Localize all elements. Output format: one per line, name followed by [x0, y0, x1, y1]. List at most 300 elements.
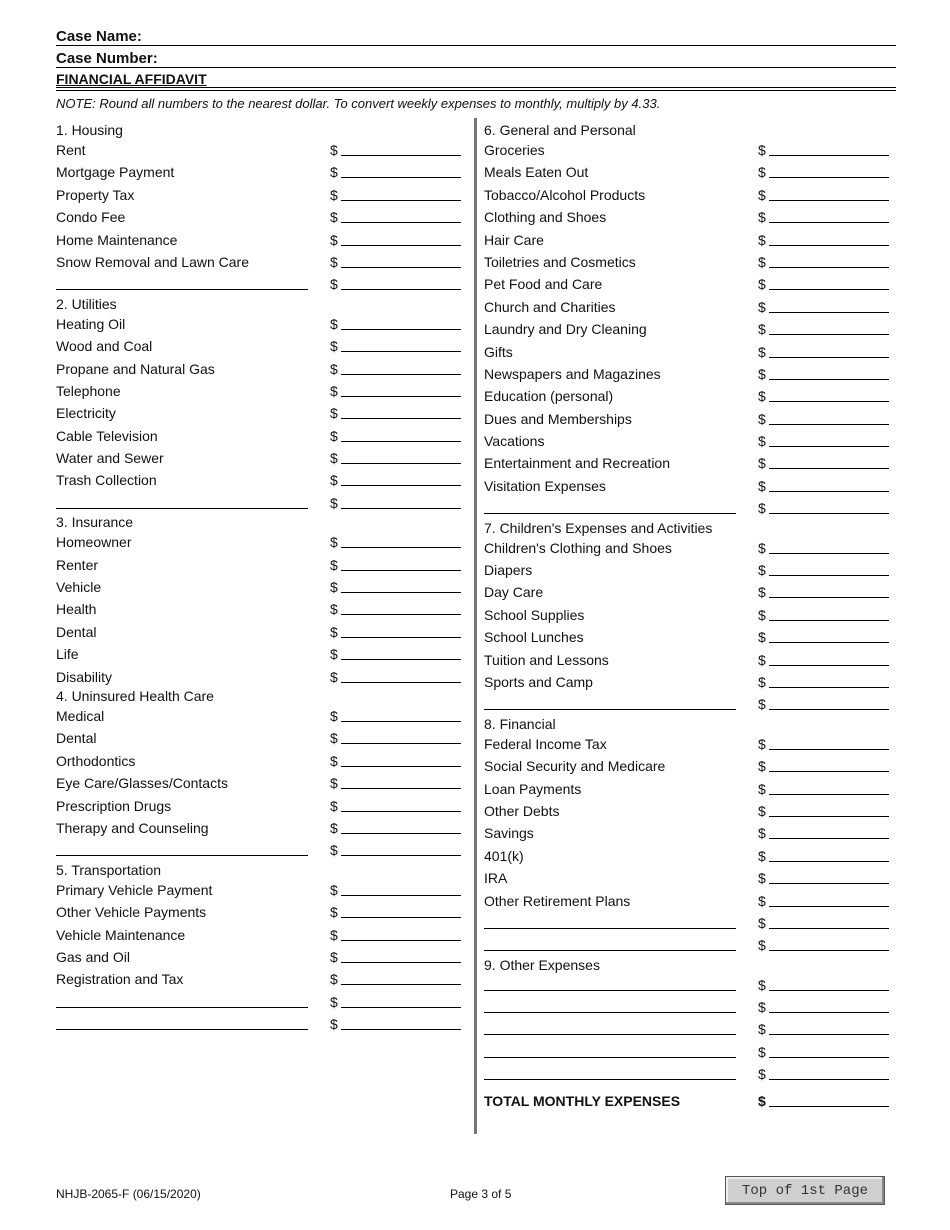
- total-amount-field[interactable]: [769, 1106, 889, 1107]
- other-expense-name-field[interactable]: [484, 513, 736, 514]
- expense-row-tobacco-alcohol-products: [484, 184, 766, 206]
- expense-label: Eye Care/Glasses/Contacts: [56, 775, 228, 792]
- expense-row-trash-collection: [56, 469, 338, 491]
- dollar-sign: $: [330, 186, 338, 203]
- expense-row-other-vehicle-payments: [56, 901, 338, 923]
- expense-label: Life: [56, 646, 79, 663]
- amount-field[interactable]: [341, 222, 461, 223]
- expense-label: Vehicle: [56, 579, 102, 596]
- section-4-uninsured-health-care: [56, 687, 338, 862]
- dollar-sign: $: [758, 937, 766, 954]
- section-7-children-s-expenses-and-activities: [484, 519, 766, 716]
- amount-field[interactable]: [341, 289, 461, 290]
- dollar-sign: $: [330, 360, 338, 377]
- amount-field[interactable]: [769, 749, 889, 750]
- dollar-sign: $: [758, 1092, 766, 1109]
- other-expense-name-field[interactable]: [484, 1012, 736, 1013]
- expense-label: Disability: [56, 668, 113, 685]
- amount-field[interactable]: [769, 620, 889, 621]
- amount-field[interactable]: [769, 928, 889, 929]
- expense-row-day-care: [484, 581, 766, 603]
- expense-row-401-k: [484, 845, 766, 867]
- expense-row-rent: [56, 139, 338, 161]
- dollar-sign: $: [758, 253, 766, 270]
- amount-field[interactable]: [769, 289, 889, 290]
- other-expense-name-field[interactable]: [484, 1057, 736, 1058]
- amount-field[interactable]: [341, 441, 461, 442]
- dollar-sign: $: [758, 276, 766, 293]
- expense-row-other-retirement-plans: [484, 890, 766, 912]
- other-expense-name-field[interactable]: [484, 1079, 736, 1080]
- expense-row-property-tax: [56, 184, 338, 206]
- dollar-sign: $: [758, 825, 766, 842]
- expense-row-education-personal: [484, 385, 766, 407]
- dollar-sign: $: [758, 562, 766, 579]
- dollar-sign: $: [330, 315, 338, 332]
- title-rule-double: [56, 90, 896, 91]
- dollar-sign: $: [758, 758, 766, 775]
- dollar-sign: $: [330, 534, 338, 551]
- amount-field[interactable]: [341, 177, 461, 178]
- section-9-other-expenses: [484, 956, 766, 1086]
- expense-label: Property Tax: [56, 186, 135, 203]
- dollar-sign: $: [330, 142, 338, 158]
- expense-row-other: [56, 492, 338, 514]
- amount-field[interactable]: [341, 374, 461, 375]
- expense-row-school-supplies: [484, 604, 766, 626]
- amount-field[interactable]: [341, 766, 461, 767]
- expense-label: Meals Eaten Out: [484, 164, 589, 181]
- expense-label: Rent: [56, 142, 86, 158]
- amount-field[interactable]: [341, 637, 461, 638]
- amount-field[interactable]: [769, 513, 889, 514]
- section-title: 4. Uninsured Health Care: [56, 687, 214, 704]
- amount-field[interactable]: [769, 665, 889, 666]
- expense-row-registration-and-tax: [56, 968, 338, 990]
- amount-field[interactable]: [341, 984, 461, 985]
- dollar-sign: $: [758, 976, 766, 993]
- expense-row-disability: [56, 666, 338, 688]
- other-expense-name-field[interactable]: [484, 709, 736, 710]
- dollar-sign: $: [330, 971, 338, 988]
- dollar-sign: $: [330, 601, 338, 618]
- dollar-sign: $: [758, 410, 766, 427]
- dollar-sign: $: [758, 321, 766, 338]
- expense-label: Hair Care: [484, 231, 544, 248]
- dollar-sign: $: [758, 606, 766, 623]
- expense-row-medical: [56, 705, 338, 727]
- expense-label: Medical: [56, 707, 105, 724]
- expense-label: Renter: [56, 556, 99, 573]
- amount-field[interactable]: [769, 491, 889, 492]
- section-title: 6. General and Personal: [484, 122, 636, 138]
- amount-field[interactable]: [341, 743, 461, 744]
- section-title: 1. Housing: [56, 122, 123, 138]
- expense-row-other: [56, 839, 338, 861]
- expense-label: Loan Payments: [484, 780, 582, 797]
- expense-label: Gas and Oil: [56, 948, 130, 965]
- expense-label: Homeowner: [56, 534, 132, 551]
- expense-row-cable-television: [56, 425, 338, 447]
- expense-row-other: [484, 1063, 766, 1085]
- amount-field[interactable]: [341, 547, 461, 548]
- dollar-sign: $: [758, 231, 766, 248]
- expense-row-other: [484, 912, 766, 934]
- amount-field[interactable]: [769, 861, 889, 862]
- amount-field[interactable]: [769, 245, 889, 246]
- expense-row-therapy-and-counseling: [56, 817, 338, 839]
- dollar-sign: $: [330, 494, 338, 511]
- other-expense-name-field[interactable]: [56, 1029, 308, 1030]
- expense-row-gifts: [484, 341, 766, 363]
- amount-field[interactable]: [769, 267, 889, 268]
- expense-row-newspapers-and-magazines: [484, 363, 766, 385]
- amount-field[interactable]: [769, 906, 889, 907]
- amount-field[interactable]: [341, 682, 461, 683]
- expense-row-prescription-drugs: [56, 795, 338, 817]
- other-expense-name-field[interactable]: [484, 928, 736, 929]
- expense-label: Condo Fee: [56, 209, 126, 226]
- column-divider: [474, 118, 477, 1134]
- amount-field[interactable]: [341, 1007, 461, 1008]
- amount-field[interactable]: [769, 222, 889, 223]
- section-1-housing: [56, 122, 338, 296]
- dollar-sign: $: [330, 819, 338, 836]
- amount-field[interactable]: [769, 401, 889, 402]
- dollar-sign: $: [758, 433, 766, 450]
- dollar-sign: $: [330, 926, 338, 943]
- dollar-sign: $: [330, 276, 338, 293]
- page-number: Page 3 of 5: [450, 1187, 512, 1201]
- amount-field[interactable]: [341, 811, 461, 812]
- expense-row-dues-and-memberships: [484, 408, 766, 430]
- expense-row-mortgage-payment: [56, 161, 338, 183]
- dollar-sign: $: [330, 623, 338, 640]
- expense-row-homeowner: [56, 531, 338, 553]
- other-expense-name-field[interactable]: [56, 289, 308, 290]
- expense-label: Newspapers and Magazines: [484, 365, 661, 382]
- expense-label: Toiletries and Cosmetics: [484, 253, 636, 270]
- expense-row-entertainment-and-recreation: [484, 452, 766, 474]
- expense-label: Dental: [56, 623, 97, 640]
- case-name-field[interactable]: [56, 45, 896, 46]
- dollar-sign: $: [758, 802, 766, 819]
- top-of-first-page-button[interactable]: Top of 1st Page: [725, 1176, 885, 1205]
- section-8-financial: [484, 715, 766, 957]
- section-2-utilities: [56, 295, 338, 515]
- amount-field[interactable]: [769, 357, 889, 358]
- amount-field[interactable]: [769, 950, 889, 951]
- expense-row-snow-removal-and-lawn-care: [56, 251, 338, 273]
- expense-row-electricity: [56, 402, 338, 424]
- amount-field[interactable]: [341, 895, 461, 896]
- rounding-note: NOTE: Round all numbers to the nearest dollar. To convert weekly expenses to monthly, multiply by 4.33.: [56, 96, 661, 111]
- expense-row-loan-payments: [484, 778, 766, 800]
- expense-label: Trash Collection: [56, 472, 157, 489]
- amount-field[interactable]: [769, 1079, 889, 1080]
- expense-label: Other Vehicle Payments: [56, 904, 207, 921]
- expense-row-church-and-charities: [484, 296, 766, 318]
- amount-field[interactable]: [341, 155, 461, 156]
- section-5-transportation: [56, 861, 338, 1036]
- expense-row-home-maintenance: [56, 229, 338, 251]
- amount-field[interactable]: [769, 642, 889, 643]
- amount-field[interactable]: [769, 709, 889, 710]
- amount-field[interactable]: [341, 659, 461, 660]
- amount-field[interactable]: [341, 508, 461, 509]
- expense-label: Propane and Natural Gas: [56, 360, 215, 377]
- dollar-sign: $: [758, 539, 766, 556]
- expense-row-hair-care: [484, 229, 766, 251]
- expense-label: Registration and Tax: [56, 971, 184, 988]
- expense-row-other: [484, 497, 766, 519]
- expense-row-other: [56, 273, 338, 295]
- expense-label: Savings: [484, 825, 534, 842]
- dollar-sign: $: [758, 914, 766, 931]
- amount-field[interactable]: [341, 200, 461, 201]
- expense-label: Diapers: [484, 562, 533, 579]
- amount-field[interactable]: [341, 485, 461, 486]
- amount-field[interactable]: [769, 177, 889, 178]
- expense-row-heating-oil: [56, 313, 338, 335]
- amount-field[interactable]: [769, 200, 889, 201]
- dollar-sign: $: [758, 343, 766, 360]
- amount-field[interactable]: [769, 155, 889, 156]
- expense-label: Entertainment and Recreation: [484, 455, 670, 472]
- amount-field[interactable]: [769, 794, 889, 795]
- case-name-label: Case Name:: [56, 28, 148, 45]
- dollar-sign: $: [330, 209, 338, 226]
- amount-field[interactable]: [769, 446, 889, 447]
- expense-row-other: [484, 974, 766, 996]
- dollar-sign: $: [330, 842, 338, 859]
- dollar-sign: $: [330, 472, 338, 489]
- amount-field[interactable]: [769, 553, 889, 554]
- amount-field[interactable]: [341, 351, 461, 352]
- dollar-sign: $: [758, 651, 766, 668]
- expense-label: Education (personal): [484, 388, 614, 405]
- expense-row-other: [484, 996, 766, 1018]
- expense-label: Other Debts: [484, 802, 560, 819]
- dollar-sign: $: [330, 405, 338, 422]
- expense-label: Snow Removal and Lawn Care: [56, 253, 249, 270]
- dollar-sign: $: [330, 1016, 338, 1033]
- expense-label: Other Retirement Plans: [484, 892, 631, 909]
- dollar-sign: $: [330, 881, 338, 898]
- expense-row-life: [56, 643, 338, 665]
- section-title: 7. Children's Expenses and Activities: [484, 519, 713, 536]
- expense-row-condo-fee: [56, 206, 338, 228]
- dollar-sign: $: [330, 164, 338, 181]
- amount-field[interactable]: [769, 379, 889, 380]
- expense-label: Cable Television: [56, 427, 158, 444]
- expense-row-savings: [484, 822, 766, 844]
- expense-row-other: [484, 1041, 766, 1063]
- amount-field[interactable]: [769, 468, 889, 469]
- amount-field[interactable]: [769, 990, 889, 991]
- amount-field[interactable]: [341, 833, 461, 834]
- amount-field[interactable]: [341, 418, 461, 419]
- form-id: NHJB-2065-F (06/15/2020): [56, 1187, 201, 1201]
- dollar-sign: $: [758, 209, 766, 226]
- expense-label: Mortgage Payment: [56, 164, 175, 181]
- dollar-sign: $: [758, 388, 766, 405]
- other-expense-name-field[interactable]: [56, 1007, 308, 1008]
- dollar-sign: $: [330, 668, 338, 685]
- dollar-sign: $: [758, 629, 766, 646]
- dollar-sign: $: [758, 1021, 766, 1038]
- other-expense-name-field[interactable]: [484, 1034, 736, 1035]
- amount-field[interactable]: [341, 788, 461, 789]
- amount-field[interactable]: [769, 883, 889, 884]
- dollar-sign: $: [758, 696, 766, 713]
- dollar-sign: $: [758, 1066, 766, 1083]
- expense-row-tuition-and-lessons: [484, 649, 766, 671]
- expense-row-other: [56, 991, 338, 1013]
- amount-field[interactable]: [341, 267, 461, 268]
- dollar-sign: $: [330, 993, 338, 1010]
- expense-row-propane-and-natural-gas: [56, 358, 338, 380]
- amount-field[interactable]: [341, 962, 461, 963]
- amount-field[interactable]: [769, 597, 889, 598]
- other-expense-name-field[interactable]: [484, 950, 736, 951]
- expense-row-eye-care-glasses-contacts: [56, 772, 338, 794]
- expense-label: School Supplies: [484, 606, 585, 623]
- expense-label: Water and Sewer: [56, 450, 164, 467]
- amount-field[interactable]: [341, 721, 461, 722]
- expense-row-federal-income-tax: [484, 733, 766, 755]
- expense-label: Electricity: [56, 405, 116, 422]
- amount-field[interactable]: [769, 771, 889, 772]
- dollar-sign: $: [758, 870, 766, 887]
- amount-field[interactable]: [769, 334, 889, 335]
- expense-label: Heating Oil: [56, 315, 126, 332]
- expense-label: Dues and Memberships: [484, 410, 632, 427]
- dollar-sign: $: [330, 253, 338, 270]
- expense-label: Vehicle Maintenance: [56, 926, 186, 943]
- dollar-sign: $: [758, 500, 766, 517]
- expense-label: Prescription Drugs: [56, 797, 172, 814]
- amount-field[interactable]: [769, 1034, 889, 1035]
- expense-label: Visitation Expenses: [484, 477, 606, 494]
- expense-label: Orthodontics: [56, 752, 136, 769]
- expense-row-other: [484, 693, 766, 715]
- expense-label: Wood and Coal: [56, 338, 153, 355]
- amount-field[interactable]: [341, 570, 461, 571]
- other-expense-name-field[interactable]: [56, 508, 308, 509]
- dollar-sign: $: [330, 904, 338, 921]
- left-column: [56, 122, 338, 1035]
- expense-row-children-s-clothing-and-shoes: [484, 537, 766, 559]
- dollar-sign: $: [758, 298, 766, 315]
- dollar-sign: $: [330, 231, 338, 248]
- expense-row-meals-eaten-out: [484, 161, 766, 183]
- expense-label: Tuition and Lessons: [484, 651, 609, 668]
- amount-field[interactable]: [769, 575, 889, 576]
- expense-label: IRA: [484, 870, 508, 887]
- section-title: 5. Transportation: [56, 861, 162, 878]
- expense-label: Federal Income Tax: [484, 735, 607, 752]
- amount-field[interactable]: [769, 838, 889, 839]
- expense-row-telephone: [56, 380, 338, 402]
- amount-field[interactable]: [769, 816, 889, 817]
- expense-row-other: [56, 1013, 338, 1035]
- other-expense-name-field[interactable]: [484, 990, 736, 991]
- amount-field[interactable]: [341, 329, 461, 330]
- total-label: TOTAL MONTHLY EXPENSES: [484, 1092, 681, 1109]
- title-line: [56, 68, 896, 90]
- dollar-sign: $: [330, 338, 338, 355]
- dollar-sign: $: [330, 752, 338, 769]
- amount-field[interactable]: [341, 917, 461, 918]
- expense-label: Home Maintenance: [56, 231, 178, 248]
- amount-field[interactable]: [341, 614, 461, 615]
- amount-field[interactable]: [341, 1029, 461, 1030]
- amount-field[interactable]: [341, 463, 461, 464]
- amount-field[interactable]: [341, 396, 461, 397]
- amount-field[interactable]: [341, 940, 461, 941]
- expense-label: Clothing and Shoes: [484, 209, 607, 226]
- dollar-sign: $: [758, 584, 766, 601]
- page-title: FINANCIAL AFFIDAVIT: [56, 71, 207, 87]
- expense-row-other: [484, 934, 766, 956]
- expense-label: Tobacco/Alcohol Products: [484, 186, 646, 203]
- dollar-sign: $: [330, 556, 338, 573]
- expense-label: Telephone: [56, 382, 121, 399]
- expense-label: Social Security and Medicare: [484, 758, 666, 775]
- dollar-sign: $: [758, 735, 766, 752]
- dollar-sign: $: [330, 382, 338, 399]
- section-3-insurance: [56, 514, 338, 688]
- total-monthly-expenses-row: [484, 1090, 766, 1112]
- expense-label: Sports and Camp: [484, 673, 593, 690]
- expense-label: Children's Clothing and Shoes: [484, 539, 672, 556]
- dollar-sign: $: [758, 365, 766, 382]
- amount-field[interactable]: [341, 855, 461, 856]
- expense-row-toiletries-and-cosmetics: [484, 251, 766, 273]
- expense-row-orthodontics: [56, 750, 338, 772]
- dollar-sign: $: [758, 455, 766, 472]
- section-title: 9. Other Expenses: [484, 956, 600, 973]
- expense-row-ira: [484, 867, 766, 889]
- amount-field[interactable]: [769, 1057, 889, 1058]
- expense-label: Laundry and Dry Cleaning: [484, 321, 647, 338]
- dollar-sign: $: [330, 427, 338, 444]
- dollar-sign: $: [758, 673, 766, 690]
- amount-field[interactable]: [769, 424, 889, 425]
- right-column: [484, 122, 766, 1112]
- amount-field[interactable]: [341, 245, 461, 246]
- amount-field[interactable]: [769, 687, 889, 688]
- expense-row-dental: [56, 621, 338, 643]
- section-title: 3. Insurance: [56, 514, 134, 531]
- other-expense-name-field[interactable]: [56, 855, 308, 856]
- expense-row-laundry-and-dry-cleaning: [484, 318, 766, 340]
- amount-field[interactable]: [341, 592, 461, 593]
- dollar-sign: $: [330, 707, 338, 724]
- expense-label: 401(k): [484, 847, 524, 864]
- amount-field[interactable]: [769, 312, 889, 313]
- amount-field[interactable]: [769, 1012, 889, 1013]
- expense-label: Health: [56, 601, 97, 618]
- expense-row-vacations: [484, 430, 766, 452]
- case-name-line: [56, 26, 896, 48]
- expense-row-school-lunches: [484, 626, 766, 648]
- dollar-sign: $: [758, 186, 766, 203]
- expense-row-pet-food-and-care: [484, 273, 766, 295]
- dollar-sign: $: [758, 847, 766, 864]
- expense-label: Primary Vehicle Payment: [56, 881, 213, 898]
